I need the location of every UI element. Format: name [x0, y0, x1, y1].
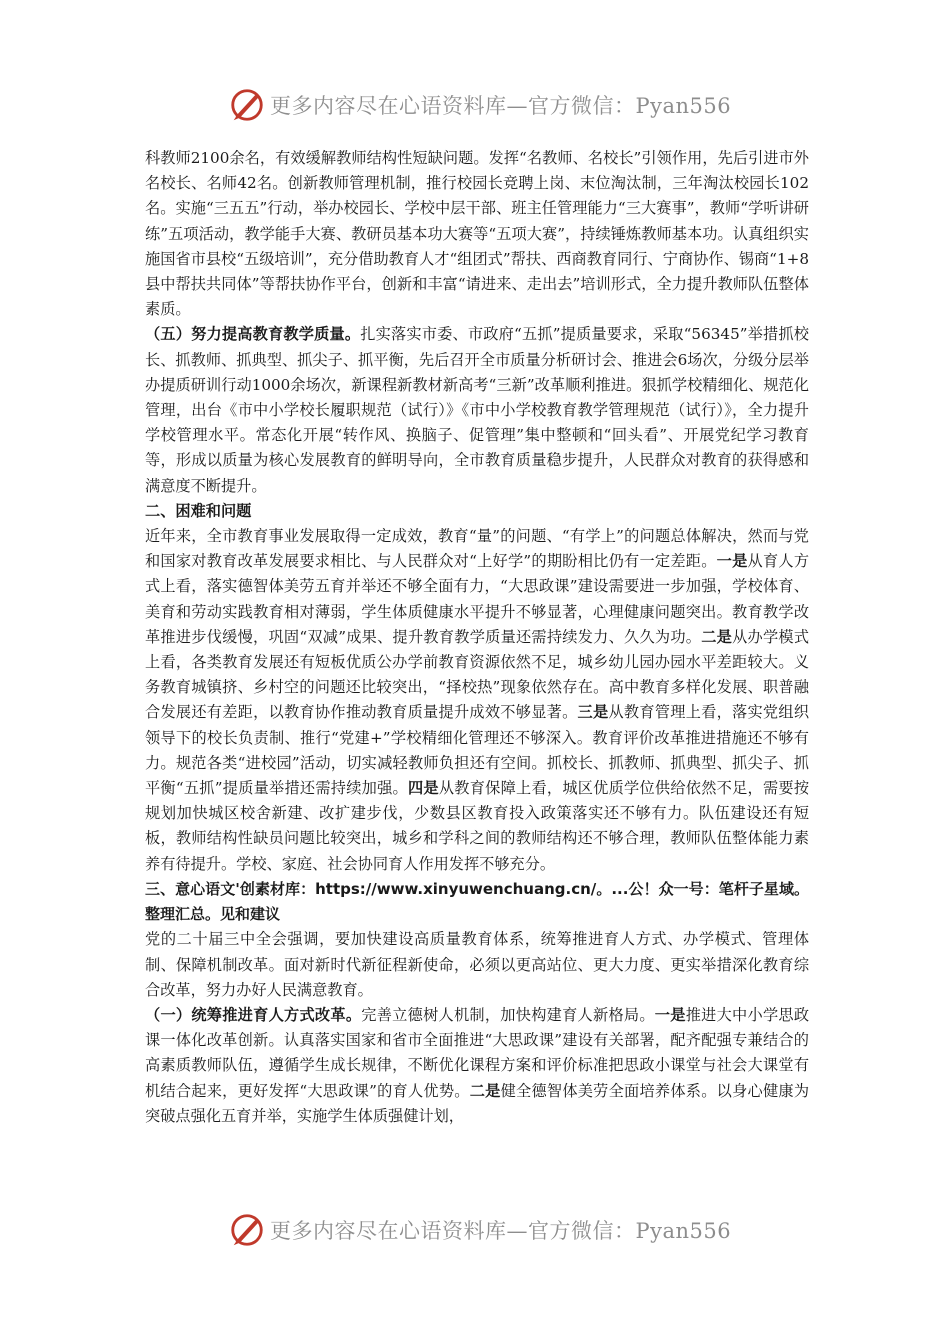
paragraph: （五）努力提高教育教学质量。扎实落实市委、市政府“五抓”提质量要求，采取“56345”举措抓校长、抓教师、抓典型、抓尖子、抓平衡，先后召开全市质量分析研讨会、推进会6场次，分级分层举办提质研训行动1000余场次，新课程新教材新高考“三新”改革顺利推进。狠抓学校精细化、规范化管理，出台《市中小学校长履职规范（试行）》《市中小学校教育教学管理规范（试行）》，全力提升学校管理水平。常态化开展“转作风、换脑子、促管理”集中整顿和“回头看”、开展党纪学习教育等，形成以质量为核心发展教育的鲜明导向，全市教育质量稳步提升，人民群众对教育的获得感和满意度不断提升。 — [145, 325, 809, 495]
paragraph: 近年来，全市教育事业发展取得一定成效，教育“量”的问题、“有学上”的问题总体解决，然而与党和国家对教育改革发展要求相比、与人民群众对“上好学”的期盼相比仍有一定差距。一是从育人方式上看，落实德智体美劳五育并举还不够全面有力，“大思政课”建设需要进一步加强，学校体育、美育和劳动实践教育相对薄弱，学生体质健康水平提升不够显著，心理健康问题突出。教育教学改革推进步伐缓慢，巩固“双减”成果、提升教育教学质量还需持续发力、久久为功。二是从办学模式上看，各类教育发展还有短板优质公办学前教育资源依然不足，城乡幼儿园办园水平差距较大。义务教育城镇挤、乡村空的问题还比较突出，“择校热”现象依然存在。高中教育多样化发展、职普融合发展还有差距，以教育协作推动教育质量提升成效不够显著。三是从教育管理上看，落实党组织领导下的校长负责制、推行“党建+”学校精细化管理还不够深入。教育评价改革推进措施还不够有力。规范各类“进校园”活动，切实减轻教师负担还有空间。抓校长、抓教师、抓典型、抓尖子、抓平衡“五抓”提质量举措还需持续加强。四是从教育保障上看，城区优质学位供给依然不足，需要按规划加快城区校舍新建、改扩建步伐，少数县区教育投入政策落实还不够有力。队伍建设还有短板，教师结构性缺员问题比较突出，城乡和学科之间的教师结构还不够合理，教师队伍整体能力素养有待提升。学校、家庭、社会协同育人作用发挥不够充分。 — [145, 527, 810, 873]
banner-text: 更多内容尽在心语资料库—官方微信：Pyan556 — [270, 94, 732, 118]
brush-pen-logo-icon — [228, 1211, 266, 1249]
brush-pen-logo-icon — [228, 86, 266, 124]
header-banner — [0, 80, 950, 130]
footer-banner — [0, 1205, 950, 1255]
section-heading: 二、困难和问题 — [145, 501, 252, 520]
paragraph: 科教师2100余名，有效缓解教师结构性短缺问题。发挥“名教师、名校长”引领作用，先后引进市外名校长、名师42名。创新教师管理机制，推行校园长竞聘上岗、末位淘汰制，三年淘汰校园长102名。实施“三五五”行动，举办校园长、学校中层干部、班主任管理能力“三大赛事”，教师“学听讲研练”五项活动，教学能手大赛、教研员基本功大赛等“五项大赛”，持续锤炼教师基本功。认真组织实施国省市县校“五级培训”，充分借助教育人才“组团式”帮扶、西商教育同行、宁商协作、锡商“1+8县中帮扶共同体”等帮扶协作平台，创新和丰富“请进来、走出去”培训形式，全力提升教师队伍整体素质。 — [145, 149, 809, 319]
paragraph: （一）统筹推进育人方式改革。完善立德树人机制，加快构建育人新格局。一是推进大中小学思政课一体化改革创新。认真落实国家和省市全面推进“大思政课”建设有关部署，配齐配强专兼结合的高素质教师队伍，遵循学生成长规律，不断优化课程方案和评价标准把思政小课堂与社会大课堂有机结合起来，更好发挥“大思政课”的育人优势。二是健全德智体美劳全面培养体系。以身心健康为突破点强化五育并举，实施学生体质强健计划， — [145, 1005, 810, 1125]
section-heading: （一）统筹推进育人方式改革。 — [145, 1005, 362, 1024]
section-heading: （五）努力提高教育教学质量。 — [145, 325, 361, 344]
banner-text: 更多内容尽在心语资料库—官方微信：Pyan556 — [270, 1219, 732, 1243]
section-heading: 三、意心语文'创素材库：https://www.xinyuwenchuang.cn/。...公！众一号：笔杆子星域。整理汇总。见和建议 — [145, 879, 809, 924]
document-body — [145, 146, 809, 1129]
paragraph: 党的二十届三中全会强调，要加快建设高质量教育体系，统筹推进育人方式、办学模式、管理体制、保障机制改革。面对新时代新征程新使命，必须以更高站位、更大力度、更实举措深化教育综合改革，努力办好人民满意教育。 — [145, 930, 809, 999]
